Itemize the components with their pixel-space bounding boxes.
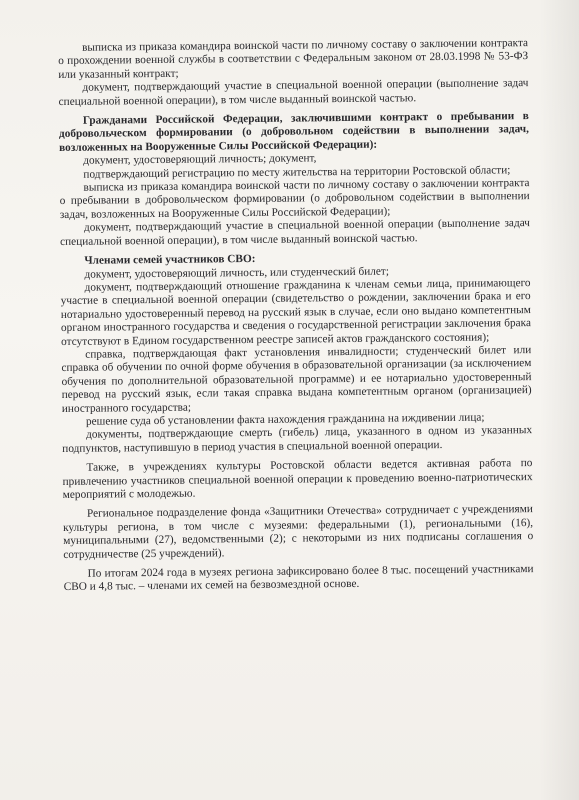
paragraph: документ, подтверждающий участие в специальной военной операции (выполнение задач специальной военной операции), в том числе выданный воинской частью. — [58, 77, 529, 108]
paragraph: документ, удостоверяющий личность; документ, — [83, 152, 317, 167]
page-edge-shadow — [539, 0, 579, 800]
paragraph: справка, подтверждающая факт установления инвалидности; студенческий билет или справка об обучении по очной форме обучения в образовательной организации (за исключением обучения по дополнительной образовательной программе) и ее нотариально удостоверенный перевод на русский язык, если такая справка выдана компетентным органом (организацией) иностранного государства; — [61, 343, 532, 415]
paragraph: выписка из приказа командира воинской части по личному составу о заключении контракта о пребывании в добровольческом формировании (о добровольном содействии в выполнении задач, возложенных на Вооруженные Силы Российской Федерации); — [59, 177, 530, 221]
paragraph: документ, подтверждающий отношение гражданина к членам семьи лица, принимающего участие в специальной военной операции (свидетельство о рождении, заключении брака и его нотариально удостоверенный перевод на русский язык в случае, если оно выдано компетентным органом иностранного государства и сведения о государственной регистрации заключения брака отсутствуют в Едином государственном реестре записей актов гражданского состояния); — [60, 276, 532, 348]
paragraph: документ, удостоверяющий личность, или студенческий билет; — [84, 265, 390, 281]
paragraph: документ, подтверждающий участие в специальной военной операции (выполнение задач специальной военной операции), в том числе выданный воинской частью. — [60, 217, 530, 248]
paragraph: выписка из приказа командира воинской части по личному составу о заключении контракта о прохождении военной службы в соответствии с Федеральным законом от 28.03.1998 № 53-ФЗ или указанный контракт; — [58, 37, 529, 81]
section-heading: Гражданами Российской Федерации, заключившими контракт о пребывании в добровольческом формировании (о добровольном содействии в выполнении задач, возложенных на Вооруженные Силы Российской Федерации): — [58, 110, 530, 154]
paragraph: Региональное подразделение фонда «Защитники Отечества» сотрудничает с учреждениями культуры региона, в том числе с музеями: федеральными (1), региональными (16), муниципальными (27), ведомственными (2); с некоторыми из них подписаны соглашения о сотрудничестве (25 учреждений). — [63, 503, 534, 561]
paragraph: Также, в учреждениях культуры Ростовской области ведется активная работа по привлечению участников специальной военной операции к проведению военно-патриотических мероприятий с молодежью. — [62, 457, 533, 501]
paragraph: решение суда об установлении факта нахождения гражданина на иждивении лица; — [85, 411, 485, 428]
paragraph: По итогам 2024 года в музеях региона зафиксировано более 8 тыс. посещений участниками СВО и 4,8 тыс. – членами их семей на безвозмездной основе. — [63, 563, 534, 594]
document-body — [58, 37, 534, 595]
section-heading: Членами семей участников СВО: — [84, 253, 256, 267]
paragraph: документы, подтверждающие смерть (гибель) лица, указанного в одном из указанных подпунктов, наступившую в период участия в специальной военной операции. — [62, 424, 533, 455]
paragraph: подтверждающий регистрацию по месту жительства на территории Ростовской области; — [83, 163, 511, 181]
